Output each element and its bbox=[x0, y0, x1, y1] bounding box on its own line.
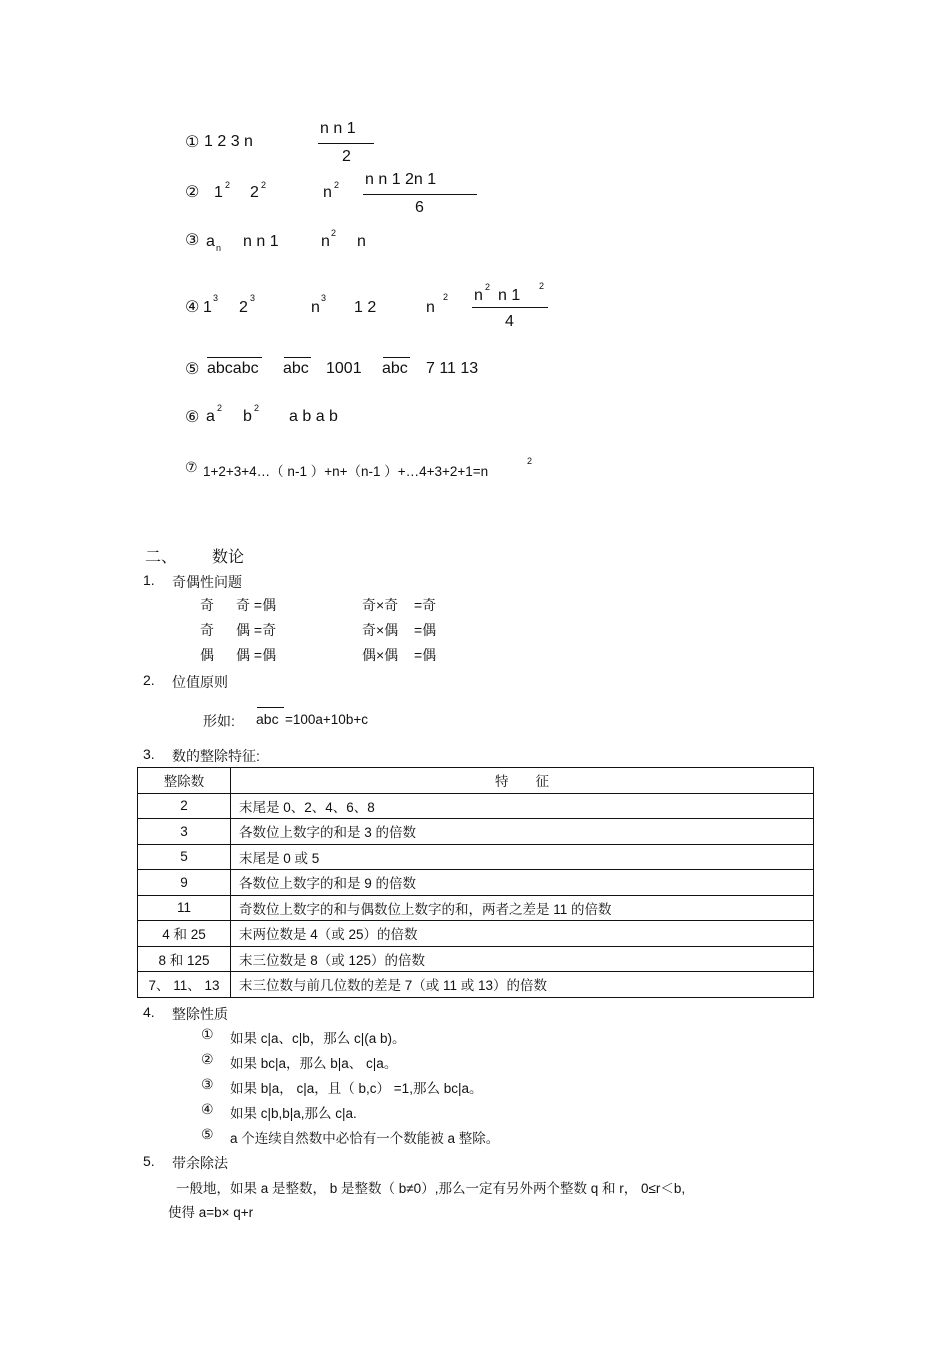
table-cell-feature: 末三位数与前几位数的差是 7（或 11 或 13）的倍数 bbox=[231, 972, 814, 998]
table-cell-feature: 各数位上数字的和是 9 的倍数 bbox=[231, 870, 814, 896]
table-cell-divisor: 3 bbox=[138, 819, 231, 845]
formula-2-number: ② bbox=[185, 184, 200, 201]
remainder-division-line-1: 一般地，如果 a 是整数， b 是整数（ b≠0）,那么一定有另外两个整数 q 和 r， 0≤r＜b, bbox=[176, 1181, 686, 1196]
parity-c-2: 偶 =偶 bbox=[236, 647, 277, 663]
formula-3-number: ③ bbox=[185, 232, 200, 249]
formula-6-term2: b bbox=[243, 408, 252, 425]
formula-2-denominator: 6 bbox=[415, 199, 424, 216]
table-cell-feature: 各数位上数字的和是 3 的倍数 bbox=[231, 819, 814, 845]
parity-a-1: 奇 bbox=[200, 597, 214, 613]
table-row bbox=[138, 844, 814, 870]
table-cell-divisor: 11 bbox=[138, 895, 231, 921]
remainder-division-line-2: 使得 a=b× q+r bbox=[168, 1205, 254, 1220]
formula-3-term2: n n 1 bbox=[243, 233, 279, 250]
formula-3-term1: a bbox=[206, 233, 215, 250]
table-header-row bbox=[138, 768, 814, 794]
formula-4-term4: 1 2 bbox=[354, 299, 377, 316]
table-row bbox=[138, 793, 814, 819]
formula-4-num-exp1: 2 bbox=[485, 282, 491, 292]
formula-5-overline-2 bbox=[284, 357, 311, 358]
property-3-text: 如果 b|a， c|a，且（ b,c） =1,那么 bc|a。 bbox=[230, 1081, 483, 1096]
table-row bbox=[138, 946, 814, 972]
formula-4-exp5: 2 bbox=[443, 292, 449, 302]
formula-4-num-term1: n bbox=[474, 287, 483, 304]
parity-b-2: 偶 =奇 bbox=[236, 622, 277, 638]
formula-6-exp1: 2 bbox=[217, 403, 223, 413]
formula-6-number: ⑥ bbox=[185, 409, 200, 426]
table-row bbox=[138, 895, 814, 921]
parity-a-4: =奇 bbox=[414, 597, 437, 613]
table-cell-divisor: 7、 11、 13 bbox=[138, 972, 231, 998]
parity-b-4: =偶 bbox=[414, 622, 437, 638]
formula-1-numerator: n n 1 bbox=[320, 120, 356, 137]
divisibility-table bbox=[137, 767, 814, 998]
place-value-expansion: =100a+10b+c bbox=[285, 712, 368, 727]
table-header-feature: 特 征 bbox=[231, 768, 814, 794]
table-cell-feature: 末两位数是 4（或 25）的倍数 bbox=[231, 921, 814, 947]
formula-2-term2: 2 bbox=[250, 184, 259, 201]
table-cell-divisor: 9 bbox=[138, 870, 231, 896]
table-cell-feature: 末尾是 0 或 5 bbox=[231, 844, 814, 870]
formula-6-term1: a bbox=[206, 408, 215, 425]
formula-4-exp3: 3 bbox=[321, 293, 327, 303]
property-2-text: 如果 bc|a，那么 b|a、 c|a。 bbox=[230, 1056, 398, 1071]
section-number: 二、 bbox=[145, 549, 178, 566]
parity-a-3: 奇×奇 bbox=[362, 597, 399, 613]
formula-4-term3: n bbox=[311, 299, 320, 316]
formula-2-exp3: 2 bbox=[334, 180, 340, 190]
property-4-text: 如果 c|b,b|a,那么 c|a. bbox=[230, 1106, 357, 1121]
formula-2-exp2: 2 bbox=[261, 180, 267, 190]
formula-4-num-exp2: 2 bbox=[539, 281, 545, 291]
table-cell-feature: 末三位数是 8（或 125）的倍数 bbox=[231, 946, 814, 972]
formula-4-exp2: 3 bbox=[250, 293, 256, 303]
formula-1-number: ① bbox=[185, 134, 200, 151]
formula-1-lhs: 1 2 3 n bbox=[204, 133, 253, 150]
formula-4-term1: 1 bbox=[203, 299, 212, 316]
formula-4-term2: 2 bbox=[239, 299, 248, 316]
parity-c-3: 偶×偶 bbox=[362, 647, 399, 663]
formula-4-number: ④ bbox=[185, 299, 200, 316]
parity-c-4: =偶 bbox=[414, 647, 437, 663]
property-5-number: ⑤ bbox=[201, 1126, 214, 1142]
table-cell-feature: 奇数位上数字的和与偶数位上数字的和，两者之差是 11 的倍数 bbox=[231, 895, 814, 921]
item-5-title: 带余除法 bbox=[172, 1155, 228, 1171]
item-3-title: 数的整除特征: bbox=[172, 748, 260, 764]
table-cell-divisor: 5 bbox=[138, 844, 231, 870]
formula-7-body: 1+2+3+4…（ n-1 ）+n+（n-1 ）+…4+3+2+1=n bbox=[203, 464, 489, 479]
formula-7-exp: 2 bbox=[527, 456, 533, 466]
formula-5-term4: abc bbox=[382, 360, 408, 377]
formula-5-number: ⑤ bbox=[185, 361, 200, 378]
formula-3-subscript: n bbox=[216, 243, 222, 253]
item-3-number: 3. bbox=[143, 746, 155, 762]
property-3-number: ③ bbox=[201, 1076, 214, 1092]
formula-5-term5: 7 11 13 bbox=[426, 360, 479, 377]
place-value-abc: abc bbox=[256, 711, 279, 727]
item-2-title: 位值原则 bbox=[172, 674, 228, 690]
formula-5-overline-1 bbox=[207, 357, 262, 358]
property-5-text: a 个连续自然数中必恰有一个数能被 a 整除。 bbox=[230, 1131, 500, 1146]
table-cell-divisor: 2 bbox=[138, 793, 231, 819]
formula-2-fraction-bar bbox=[363, 194, 477, 195]
section-title: 数论 bbox=[212, 549, 245, 566]
parity-a-2: 奇 =偶 bbox=[236, 597, 277, 613]
item-2-number: 2. bbox=[143, 672, 155, 688]
item-1-title: 奇偶性问题 bbox=[172, 574, 242, 590]
formula-4-num-term2: n 1 bbox=[498, 287, 521, 304]
formula-7-number: ⑦ bbox=[185, 459, 198, 475]
place-value-label: 形如: bbox=[203, 713, 235, 729]
table-row bbox=[138, 819, 814, 845]
place-value-overline bbox=[257, 707, 284, 708]
formula-3-term3: n bbox=[321, 233, 330, 250]
formula-3-term4: n bbox=[357, 233, 366, 250]
formula-5-overline-3 bbox=[383, 357, 410, 358]
item-4-number: 4. bbox=[143, 1004, 155, 1020]
formula-4-denominator: 4 bbox=[505, 313, 514, 330]
table-header-divisor: 整除数 bbox=[138, 768, 231, 794]
item-1-number: 1. bbox=[143, 572, 155, 588]
formula-5-term2: abc bbox=[283, 360, 309, 377]
property-1-number: ① bbox=[201, 1026, 214, 1042]
formula-6-exp2: 2 bbox=[254, 403, 260, 413]
parity-b-1: 奇 bbox=[200, 622, 214, 638]
table-row bbox=[138, 972, 814, 998]
formula-4-exp1: 3 bbox=[213, 293, 219, 303]
table-cell-feature: 末尾是 0、2、4、6、8 bbox=[231, 793, 814, 819]
table-cell-divisor: 8 和 125 bbox=[138, 946, 231, 972]
formula-2-term3: n bbox=[323, 184, 332, 201]
formula-2-term1: 1 bbox=[214, 184, 223, 201]
property-1-text: 如果 c|a、c|b，那么 c|(a b)。 bbox=[230, 1031, 406, 1046]
formula-4-term5: n bbox=[426, 299, 435, 316]
table-row bbox=[138, 921, 814, 947]
parity-b-3: 奇×偶 bbox=[362, 622, 399, 638]
property-4-number: ④ bbox=[201, 1101, 214, 1117]
item-5-number: 5. bbox=[143, 1153, 155, 1169]
property-2-number: ② bbox=[201, 1051, 214, 1067]
formula-5-term1: abcabc bbox=[207, 360, 259, 377]
formula-2-exp1: 2 bbox=[225, 180, 231, 190]
item-4-title: 整除性质 bbox=[172, 1006, 228, 1022]
formula-4-fraction-bar bbox=[472, 307, 548, 308]
formula-2-numerator: n n 1 2n 1 bbox=[365, 171, 437, 188]
table-cell-divisor: 4 和 25 bbox=[138, 921, 231, 947]
formula-3-exp3: 2 bbox=[331, 228, 337, 238]
formula-5-term3: 1001 bbox=[326, 360, 362, 377]
table-row bbox=[138, 870, 814, 896]
parity-c-1: 偶 bbox=[200, 647, 214, 663]
formula-1-denominator: 2 bbox=[342, 148, 351, 165]
formula-6-term3: a b a b bbox=[289, 408, 338, 425]
formula-1-fraction-bar bbox=[318, 143, 374, 144]
